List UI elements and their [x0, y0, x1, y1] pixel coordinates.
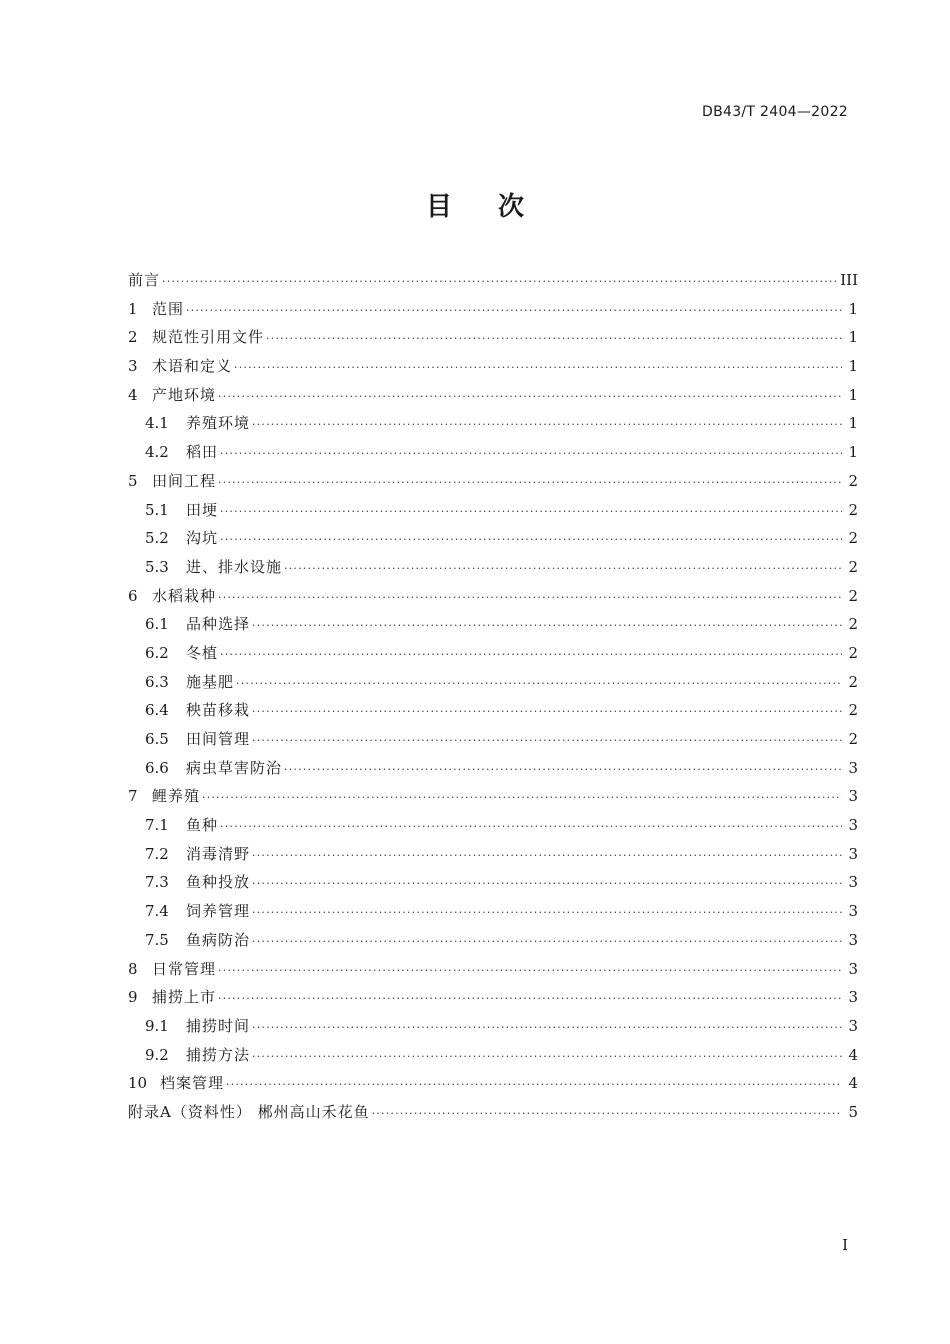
toc-entry[interactable] [128, 754, 858, 783]
toc-entry[interactable] [128, 409, 858, 438]
dot-leader [218, 469, 842, 498]
toc-entry[interactable] [128, 840, 858, 869]
toc-entry[interactable] [128, 352, 858, 381]
toc-entry-number: 7.1 [145, 816, 169, 835]
toc-entry[interactable] [128, 553, 858, 582]
toc-entry-page: 1 [848, 299, 858, 318]
toc-entry-page: 4 [848, 1074, 858, 1093]
toc-entry-label: 附录A（资料性） 郴州高山禾花鱼 [128, 1102, 370, 1121]
toc-entry-label: 病虫草害防治 [186, 758, 283, 777]
dot-leader [252, 928, 842, 957]
toc-entry[interactable] [128, 467, 858, 496]
toc-entry[interactable] [128, 639, 858, 668]
toc-entry-label: 养殖环境 [186, 414, 251, 433]
toc-entry-label: 品种选择 [186, 615, 251, 634]
dot-leader [186, 297, 842, 326]
toc-entry-label: 稻田 [186, 443, 219, 462]
dot-leader [218, 584, 842, 613]
toc-entry-page: 2 [848, 643, 858, 662]
toc-entry-label: 冬植 [186, 643, 219, 662]
toc-entry[interactable] [128, 1041, 858, 1070]
toc-entry-label: 日常管理 [152, 959, 217, 978]
toc-entry-number: 4.1 [145, 414, 169, 433]
toc-entry-number: 6.6 [145, 758, 169, 777]
toc-entry[interactable] [128, 811, 858, 840]
toc-entry-page: 2 [848, 701, 858, 720]
dot-leader [220, 526, 842, 555]
toc-entry-label: 水稻栽种 [152, 586, 217, 605]
title-char-2: 次 [498, 192, 525, 222]
toc-entry[interactable] [128, 381, 858, 410]
toc-entry-number: 6.3 [145, 672, 169, 691]
toc-entry-label: 档案管理 [160, 1074, 225, 1093]
toc-entry-page: 2 [848, 557, 858, 576]
dot-leader [252, 1014, 842, 1043]
toc-entry[interactable] [128, 1012, 858, 1041]
toc-entry-page: 1 [848, 385, 858, 404]
toc-entry[interactable] [128, 524, 858, 553]
toc-entry-page: 3 [848, 902, 858, 921]
toc-entry[interactable] [128, 668, 858, 697]
toc-entry-label: 施基肥 [186, 672, 235, 691]
toc-entry-page: 3 [848, 959, 858, 978]
dot-leader [234, 354, 842, 383]
dot-leader [252, 698, 842, 727]
toc-entry-label: 鱼种 [186, 816, 219, 835]
toc-entry-page: 3 [848, 758, 858, 777]
toc-entry-number: 7.4 [145, 902, 169, 921]
toc-entry-number: 5.2 [145, 529, 169, 548]
table-of-contents [128, 266, 858, 1127]
dot-leader [202, 784, 842, 813]
toc-entry-label: 饲养管理 [186, 902, 251, 921]
toc-entry[interactable] [128, 696, 858, 725]
toc-entry[interactable] [128, 897, 858, 926]
toc-entry-label: 进、排水设施 [186, 557, 283, 576]
toc-entry-page: 4 [848, 1045, 858, 1064]
toc-entry[interactable] [128, 323, 858, 352]
dot-leader [284, 555, 842, 584]
dot-leader [226, 1071, 842, 1100]
toc-entry-number: 5.1 [145, 500, 169, 519]
toc-entry[interactable] [128, 295, 858, 324]
toc-entry[interactable] [128, 582, 858, 611]
toc-entry-number: 7.5 [145, 930, 169, 949]
toc-entry-page: 2 [848, 500, 858, 519]
page-number: I [842, 1236, 848, 1254]
dot-leader [236, 670, 842, 699]
toc-entry-number: 9 [128, 988, 138, 1007]
dot-leader [220, 813, 842, 842]
toc-entry-label: 田间工程 [152, 471, 217, 490]
toc-entry-page: 3 [848, 873, 858, 892]
document-code: DB43/T 2404—2022 [702, 104, 848, 120]
toc-entry[interactable] [128, 725, 858, 754]
toc-entry-number: 6 [128, 586, 138, 605]
dot-leader [218, 957, 842, 986]
toc-entry-number: 6.1 [145, 615, 169, 634]
toc-entry-number: 10 [128, 1074, 148, 1093]
toc-entry-label: 消毒清野 [186, 844, 251, 863]
toc-entry-page: 3 [848, 930, 858, 949]
toc-entry[interactable] [128, 926, 858, 955]
toc-entry[interactable] [128, 438, 858, 467]
dot-leader [162, 268, 836, 297]
toc-entry[interactable] [128, 1069, 858, 1098]
toc-entry-label: 术语和定义 [152, 357, 233, 376]
toc-entry[interactable] [128, 266, 858, 295]
toc-entry-label: 沟坑 [186, 529, 219, 548]
toc-entry-label: 秧苗移栽 [186, 701, 251, 720]
dot-leader [220, 641, 842, 670]
toc-entry-label: 田埂 [186, 500, 219, 519]
toc-entry[interactable] [128, 610, 858, 639]
dot-leader [372, 1100, 842, 1129]
toc-entry-page: 2 [848, 615, 858, 634]
toc-entry[interactable] [128, 782, 858, 811]
toc-entry-number: 5.3 [145, 557, 169, 576]
toc-entry-number: 3 [128, 357, 138, 376]
toc-entry-page: 1 [848, 443, 858, 462]
toc-entry-number: 7 [128, 787, 138, 806]
toc-entry-label: 规范性引用文件 [152, 328, 265, 347]
title-char-1: 目 [425, 192, 452, 222]
toc-entry-page: 3 [848, 1016, 858, 1035]
toc-entry[interactable] [128, 868, 858, 897]
toc-entry-number: 6.2 [145, 643, 169, 662]
toc-entry-number: 6.4 [145, 701, 169, 720]
toc-entry-label: 捕捞上市 [152, 988, 217, 1007]
toc-entry-page: 1 [848, 357, 858, 376]
dot-leader [284, 756, 842, 785]
dot-leader [252, 870, 842, 899]
dot-leader [252, 1043, 842, 1072]
toc-entry-number: 5 [128, 471, 138, 490]
dot-leader [218, 383, 842, 412]
toc-entry-page: 3 [848, 787, 858, 806]
dot-leader [266, 325, 842, 354]
toc-entry-label: 鱼种投放 [186, 873, 251, 892]
toc-entry-number: 7.3 [145, 873, 169, 892]
toc-entry-number: 8 [128, 959, 138, 978]
toc-entry-number: 9.1 [145, 1016, 169, 1035]
toc-entry[interactable] [128, 496, 858, 525]
toc-entry-page: 2 [848, 529, 858, 548]
toc-entry-page: 5 [848, 1102, 858, 1121]
dot-leader [220, 440, 842, 469]
toc-entry-label: 范围 [152, 299, 185, 318]
toc-entry-page: 3 [848, 988, 858, 1007]
toc-entry-page: 3 [848, 816, 858, 835]
toc-entry-number: 4 [128, 385, 138, 404]
toc-entry-page: 1 [848, 414, 858, 433]
dot-leader [252, 411, 842, 440]
toc-entry-number: 4.2 [145, 443, 169, 462]
toc-entry[interactable] [128, 955, 858, 984]
toc-entry[interactable] [128, 1098, 858, 1127]
toc-entry-label: 前言 [128, 271, 161, 289]
toc-entry-label: 田间管理 [186, 730, 251, 748]
dot-leader [252, 612, 842, 641]
toc-entry-page: III [840, 271, 858, 289]
toc-entry-page: 2 [848, 672, 858, 691]
toc-entry-page: 2 [848, 730, 858, 748]
dot-leader [218, 985, 842, 1014]
toc-entry-number: 1 [128, 299, 138, 318]
toc-entry-page: 2 [848, 471, 858, 490]
toc-entry-label: 鱼病防治 [186, 930, 251, 949]
toc-entry[interactable] [128, 983, 858, 1012]
toc-entry-page: 3 [848, 844, 858, 863]
dot-leader [220, 498, 842, 527]
toc-entry-label: 鲤养殖 [152, 787, 201, 806]
dot-leader [252, 842, 842, 871]
toc-entry-label: 捕捞时间 [186, 1016, 251, 1035]
toc-entry-label: 产地环境 [152, 385, 217, 404]
toc-entry-page: 1 [848, 328, 858, 347]
toc-entry-number: 7.2 [145, 844, 169, 863]
toc-entry-number: 6.5 [145, 730, 169, 748]
toc-entry-number: 2 [128, 328, 138, 347]
dot-leader [252, 727, 842, 756]
toc-entry-label: 捕捞方法 [186, 1045, 251, 1064]
dot-leader [252, 899, 842, 928]
toc-entry-number: 9.2 [145, 1045, 169, 1064]
toc-entry-page: 2 [848, 586, 858, 605]
page-title [0, 186, 950, 223]
